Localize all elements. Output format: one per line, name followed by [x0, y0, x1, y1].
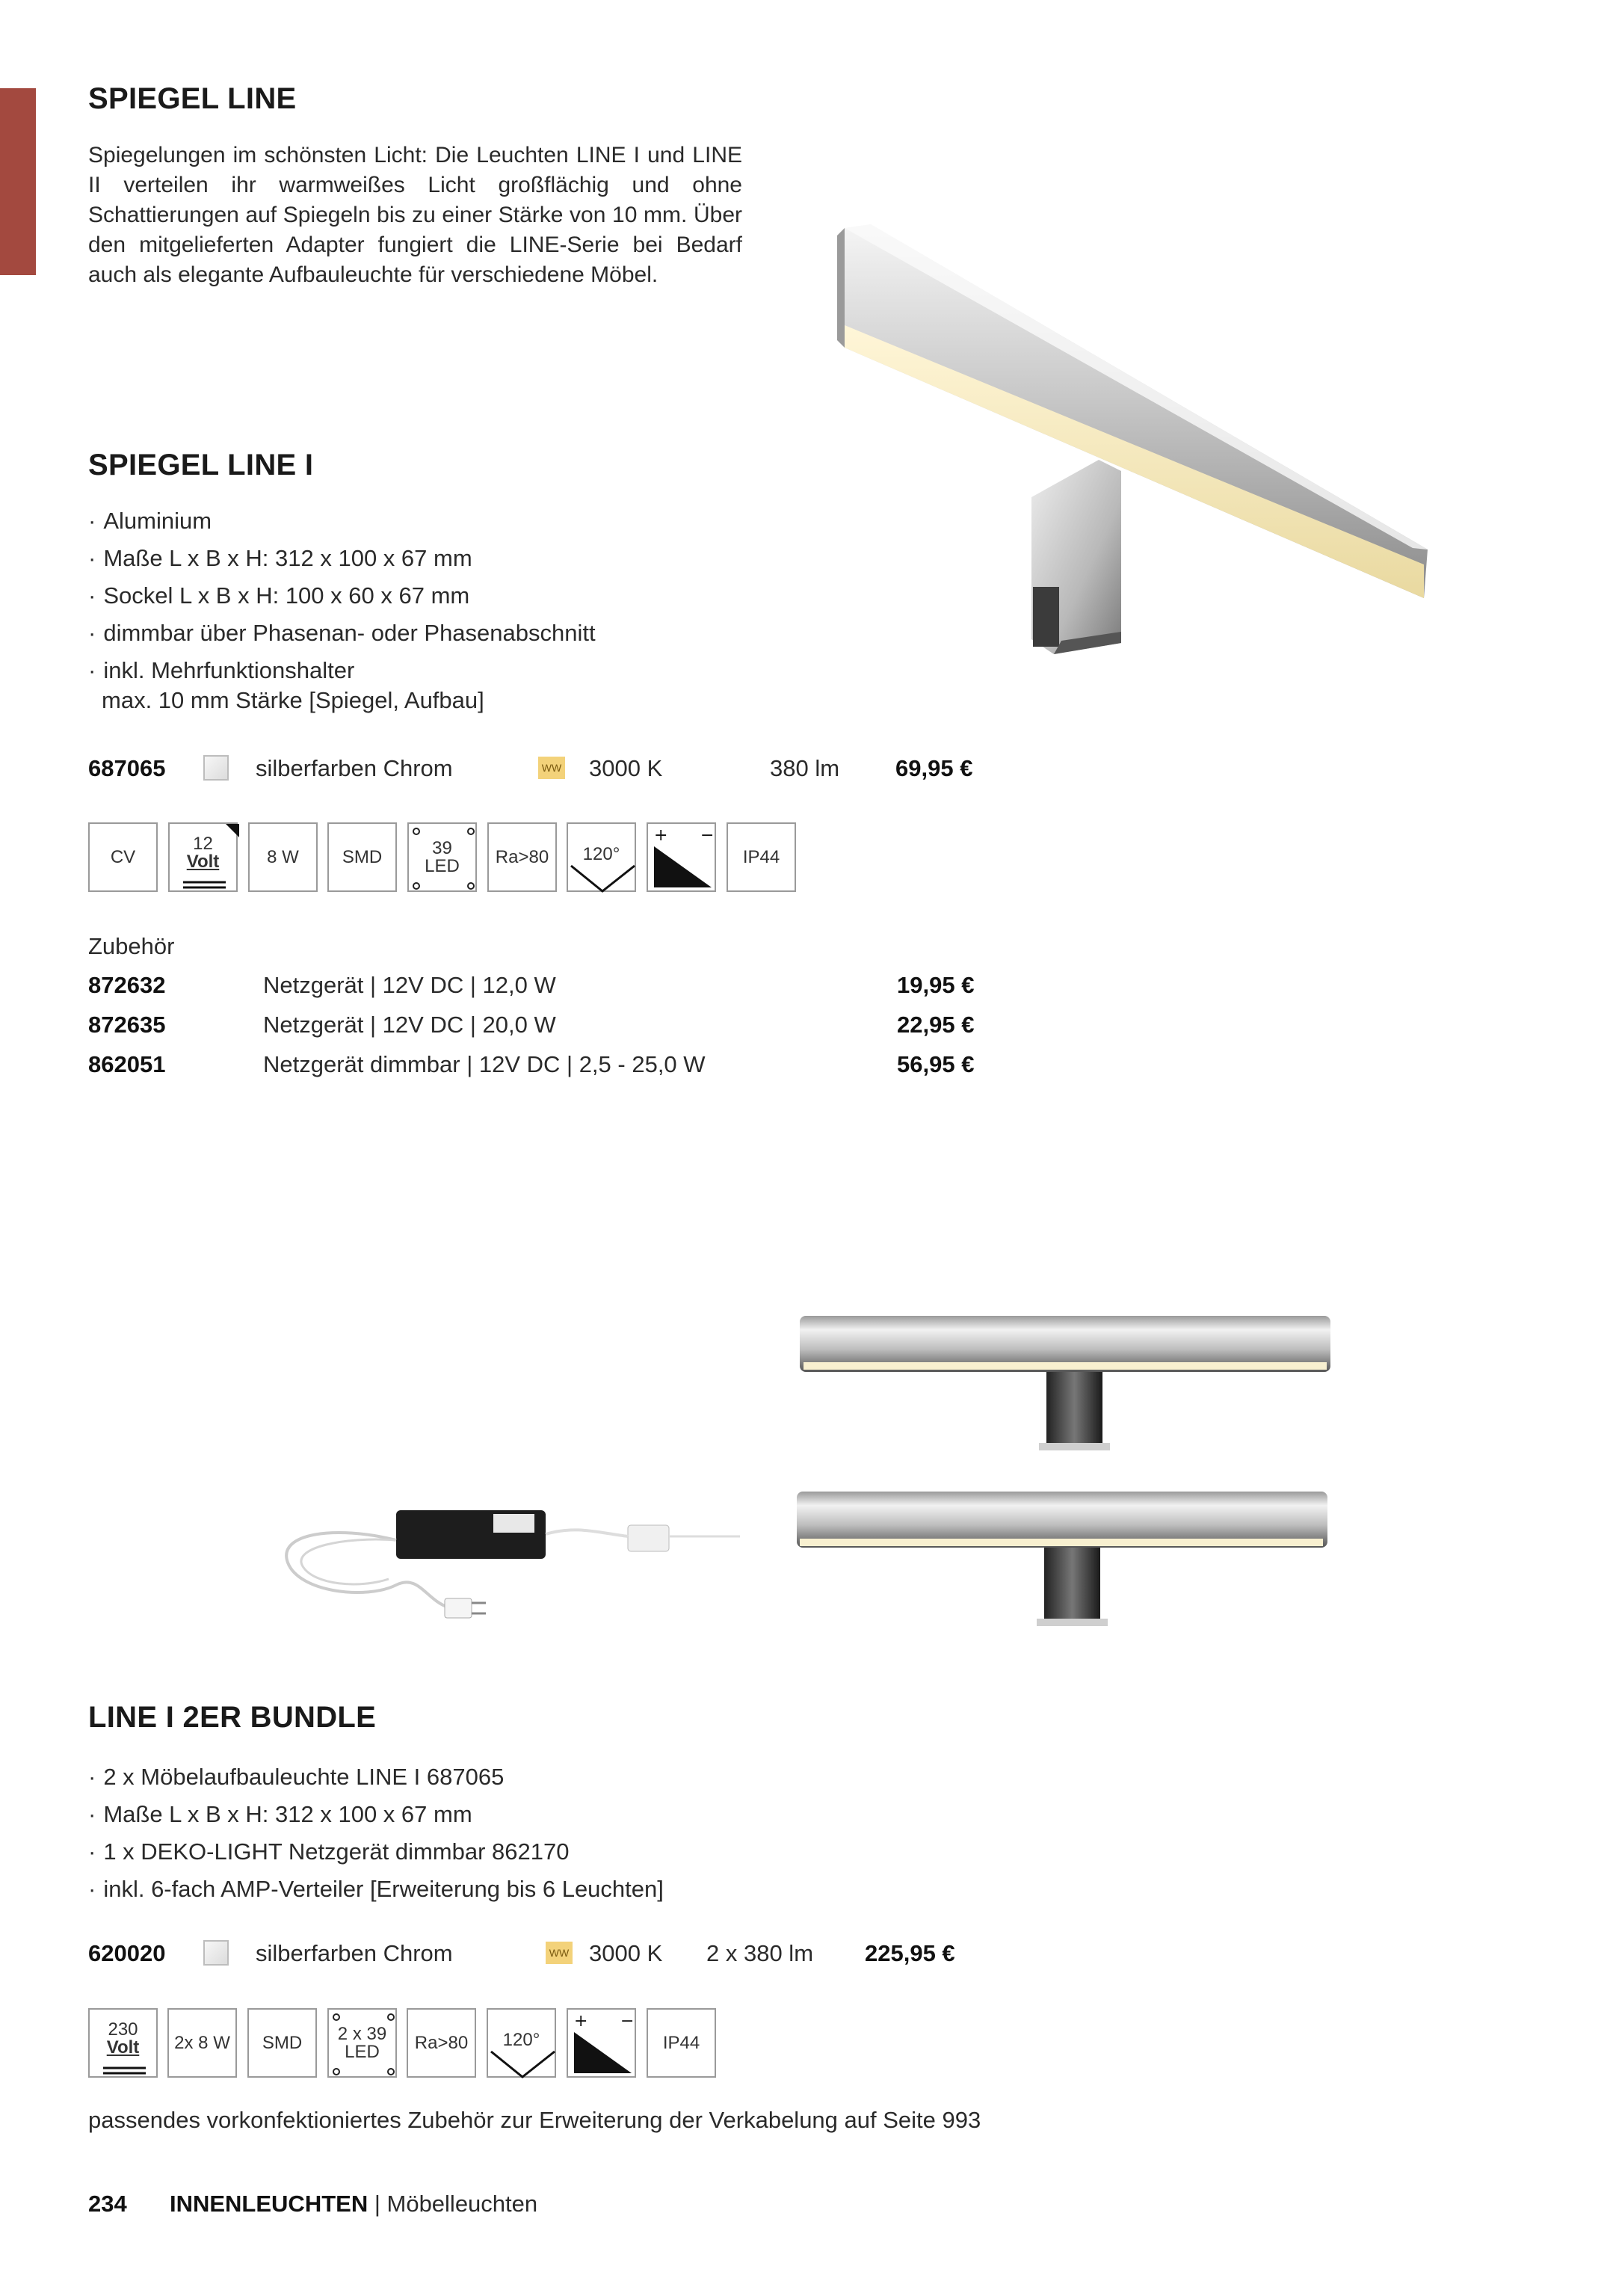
- list-item: · Maße L x B x H: 312 x 100 x 67 mm: [88, 545, 472, 571]
- chrome-swatch-icon: [203, 755, 229, 781]
- product-price: 225,95 €: [865, 1940, 955, 1966]
- list-item-continuation: max. 10 mm Stärke [Spiegel, Aufbau]: [102, 687, 484, 713]
- ra-icon: Ra>80: [407, 2008, 476, 2078]
- warm-white-badge: WW: [546, 1942, 573, 1964]
- list-item: · inkl. Mehrfunktionshalter: [88, 657, 355, 683]
- cabling-note: passendes vorkonfektioniertes Zubehör zur Erweiterung der Verkabelung auf Seite 993: [88, 2107, 981, 2133]
- accessory-desc: Netzgerät | 12V DC | 20,0 W: [263, 1012, 556, 1038]
- product-photo-line-1: [815, 213, 1443, 654]
- bullet-list-bundle: [88, 1758, 664, 1908]
- accessory-price: 19,95 €: [897, 972, 975, 998]
- product-photo-bundle: [277, 1301, 1338, 1637]
- spec-icons-bundle: [88, 2008, 731, 2079]
- product-sku: 620020: [88, 1940, 166, 1966]
- warm-white-badge: WW: [538, 757, 565, 779]
- accessory-desc: Netzgerät dimmbar | 12V DC | 2,5 - 25,0 W: [263, 1051, 706, 1077]
- accessory-sku: 862051: [88, 1051, 166, 1077]
- accessory-sku: 872635: [88, 1012, 166, 1038]
- section-tab-marker: [0, 88, 36, 275]
- svg-text:+: +: [654, 826, 668, 845]
- section-title-spiegel-line-1: SPIEGEL LINE I: [88, 449, 314, 481]
- section-title-spiegel-line: SPIEGEL LINE: [88, 82, 297, 115]
- footer-category: INNENLEUCHTEN: [169, 2191, 368, 2217]
- product-sku: 687065: [88, 755, 166, 781]
- cv-icon: CV: [88, 822, 158, 892]
- list-item: · Maße L x B x H: 312 x 100 x 67 mm: [88, 1801, 472, 1827]
- list-item: · 2 x Möbelaufbauleuchte LINE I 687065: [88, 1764, 505, 1790]
- accessory-price: 56,95 €: [897, 1051, 975, 1077]
- list-item: · inkl. 6-fach AMP-Verteiler [Erweiterung bis 6 Leuchten]: [88, 1876, 664, 1902]
- accessory-sku: 872632: [88, 972, 166, 998]
- dimmer-icon: [647, 822, 716, 892]
- section-title-bundle: LINE I 2ER BUNDLE: [88, 1701, 377, 1734]
- led-count-icon: 39 LED: [407, 822, 477, 892]
- list-item: · dimmbar über Phasenan- oder Phasenabschnitt: [88, 620, 596, 646]
- volt-230-icon: 230 Volt: [88, 2008, 158, 2078]
- smd-icon: SMD: [327, 822, 397, 892]
- product-price: 69,95 €: [895, 755, 973, 781]
- svg-text:+: +: [574, 2012, 588, 2031]
- page-number: 234: [88, 2191, 127, 2217]
- footer-separator: |: [368, 2191, 387, 2217]
- accessory-desc: Netzgerät | 12V DC | 12,0 W: [263, 972, 556, 998]
- dimmer-icon: [567, 2008, 636, 2078]
- accessories-label: Zubehör: [88, 933, 175, 959]
- bullet-list-line-1: [88, 502, 596, 719]
- intro-text: Spiegelungen im schönsten Licht: Die Leuchten LINE I und LINE II verteilen ihr warmweißes Licht großflächig und ohne Schattierungen auf Spiegeln bis zu einer Stärke von 10 mm. Über den mitgelieferten Adapter fungiert die LINE-Serie bei Bedarf auch als elegante Aufbauleuchte für verschiedene Möbel.: [88, 143, 742, 287]
- smd-icon: SMD: [247, 2008, 317, 2078]
- list-item: · Sockel L x B x H: 100 x 60 x 67 mm: [88, 582, 470, 609]
- product-kelvin: 3000 K: [589, 1940, 663, 1966]
- spec-icons-line-1: [88, 822, 806, 893]
- beam-angle-icon: 120°: [487, 2008, 556, 2078]
- watt-icon: 8 W: [248, 822, 318, 892]
- page-footer: [88, 2191, 537, 2217]
- product-color: silberfarben Chrom: [256, 755, 453, 781]
- product-color: silberfarben Chrom: [256, 1940, 453, 1966]
- ip-rating-icon: IP44: [727, 822, 796, 892]
- list-item: · 1 x DEKO-LIGHT Netzgerät dimmbar 862170: [88, 1838, 570, 1865]
- footer-subcategory: Möbelleuchten: [386, 2191, 538, 2217]
- beam-angle-icon: 120°: [567, 822, 636, 892]
- ip-rating-icon: IP44: [647, 2008, 716, 2078]
- watt-icon: 2x 8 W: [167, 2008, 237, 2078]
- product-kelvin: 3000 K: [589, 755, 663, 781]
- ra-icon: Ra>80: [487, 822, 557, 892]
- svg-text:−: −: [620, 2012, 635, 2031]
- volt-12-icon: 12 Volt: [168, 822, 238, 892]
- list-item: · Aluminium: [88, 508, 212, 534]
- chrome-swatch-icon: [203, 1940, 229, 1966]
- accessory-price: 22,95 €: [897, 1012, 975, 1038]
- product-lumen: 380 lm: [770, 755, 840, 781]
- product-lumen: 2 x 380 lm: [706, 1940, 814, 1966]
- svg-text:−: −: [700, 826, 715, 845]
- led-count-icon: 2 x 39 LED: [327, 2008, 397, 2078]
